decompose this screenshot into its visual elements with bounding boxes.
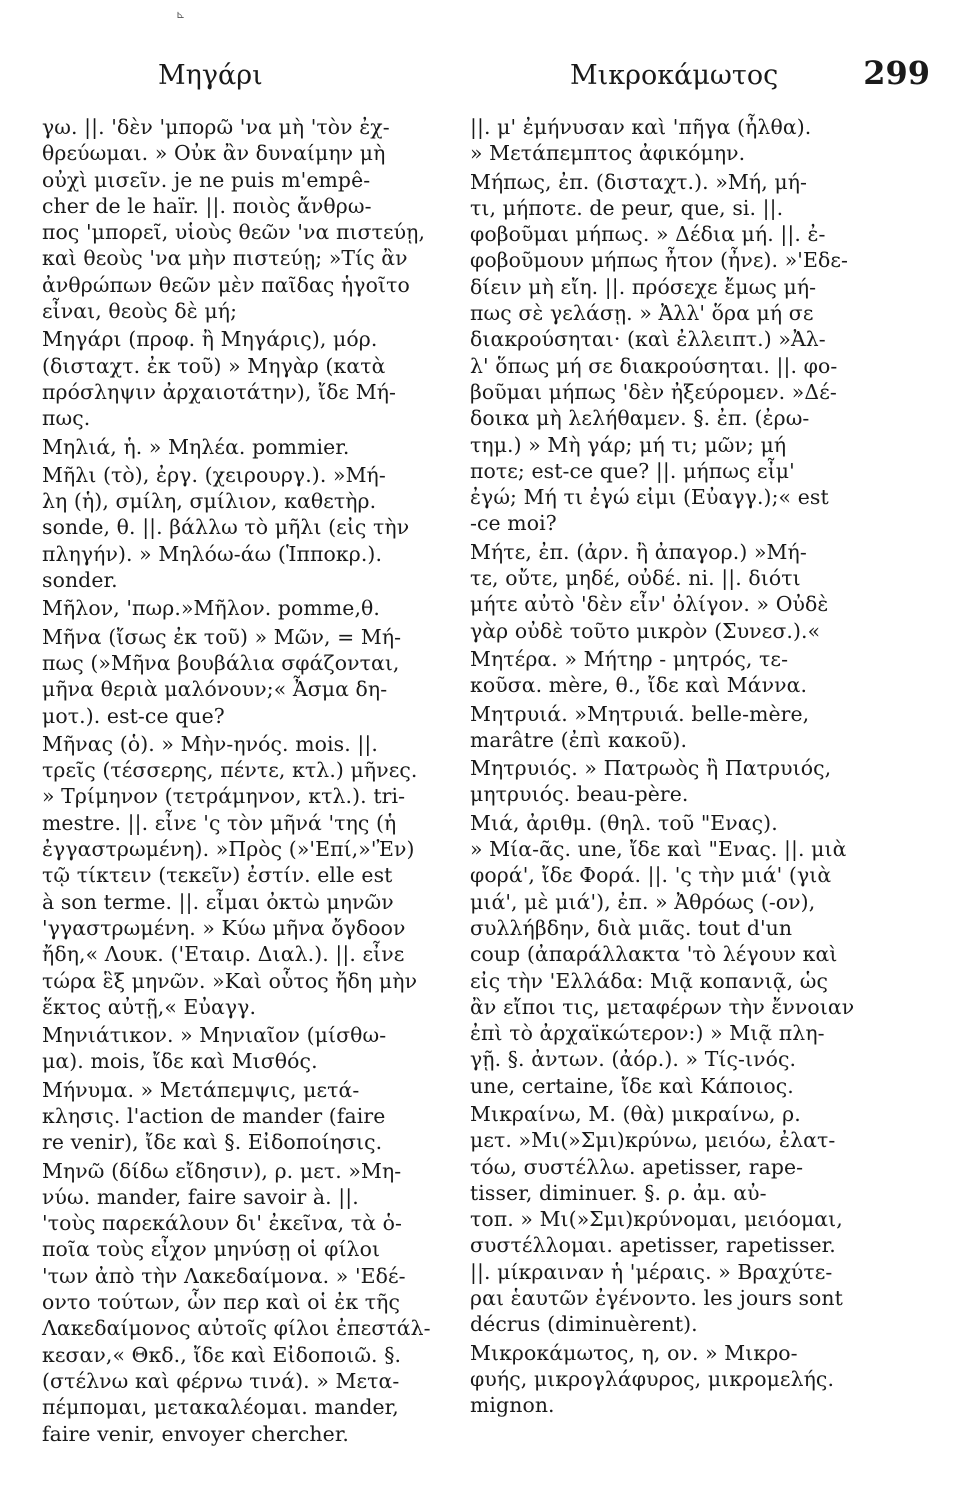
dictionary-entry: Μῆλον, 'πωρ.»Μῆλον. pomme,θ. bbox=[42, 596, 380, 621]
dictionary-entry: Μιά, ἀριθμ. (θηλ. τοῦ "Ενας). » Μία-ᾶς. une, ἴδε καὶ "Ενας. ||. μιὰ φορά', ἴδε Φορά. ||. 'ς τὴν μιά' (γιὰ μιά', μὲ μιά'), ἐπ. » Ἀθρόως (-ον), συλλήβδην, διὰ μιᾶς. tout d'un coup (ἀπαράλλακτα 'τὸ λέγουν καὶ εἰς τὴν 'Ελλάδα: Μιᾷ κοπανιᾷ, ὡς ἂν εἴποι τις, μεταφέρων τὴν ἔννοιαν ἐπὶ τὸ ἀρχαϊκώτερον:) » Μιᾷ πλη- γῇ. §. ἀντων. (ἀόρ.). » Τίς-ινός. une, certaine, ἴδε καὶ Κάποιος. bbox=[470, 810, 855, 1098]
dictionary-entry: Μήνυμα. » Μετάπεμψις, μετά- κλησις. l'action de mander (faire re venir), ἴδε καὶ §. Εἰδοποίησις. bbox=[42, 1077, 386, 1155]
dictionary-entry: Μῆνας (ὁ). » Μὴν-ηνός. mois. ||. τρεῖς (τέσσερης, πέντε, κτλ.) μῆνες. » Τρίμηνον (τετράμηνον, κτλ.). tri- mestre. ||. εἶνε 'ς τὸν μῆνά 'της (ἡ ἐγγαστρωμένη). »Πρὸς (»'Επί,»'Ἐν) τῷ τίκτειν (τεκεῖν) ἐστίν. elle est à son terme. ||. εἶμαι ὀκτὼ μηνῶν 'γγαστρωμένη. » Κύω μῆνα ὄγδοον ἤδη,« Λουκ. ('Εταιρ. Διαλ.). ||. εἶνε τώρα ἓξ μηνῶν. »Καὶ οὗτος ἤδη μὴν ἕκτος αὐτῇ,« Εὐαγγ. bbox=[42, 731, 418, 1019]
dictionary-entry: γω. ||. 'δὲν 'μπορῶ 'να μὴ 'τὸν ἐχ- θρεύωμαι. » Οὐκ ἂν δυναίμην μὴ οὐχὶ μισεῖν. je ne puis m'empê- cher de le haïr. ||. ποιὸς ἄνθρω- πος 'μπορεῖ, υἱοὺς θεῶν 'να πιστεύῃ, καὶ θεοὺς 'να μὴν πιστεύῃ; »Τίς ἂν ἀνθρώπων θεῶν μὲν παῖδας ἡγοῖτο εἶναι, θεοὺς δὲ μή; bbox=[42, 115, 426, 324]
header-first-word: Μηγάρι bbox=[158, 60, 263, 91]
dictionary-entry: Μηγάρι (προφ. ἢ Μηγάρις), μόρ. (δισταχτ. ἐκ τοῦ) » Μηγὰρ (κατὰ πρόσληψιν ἀρχαιοτάτην), ἴδε Μή- πως. bbox=[42, 327, 397, 431]
dictionary-entry: Μῆλι (τὸ), ἐργ. (χειρουργ.). »Μή- λη (ἡ), σμίλη, σμίλιον, καθετὴρ. sonde, θ. ||. βάλλω τὸ μῆλι (εἰς τὴν πληγήν). » Μηλόω-άω (Ἱπποκρ.). sonder. bbox=[42, 462, 410, 593]
dictionary-entry: Μηλιά, ἡ. » Μηλέα. pommier. bbox=[42, 434, 350, 459]
dictionary-entry: ||. μ' ἐμήνυσαν καὶ 'πῆγα (ἦλθα). » Μετάπεμπτος ἀφικόμην. bbox=[470, 115, 812, 166]
left-column bbox=[42, 114, 452, 1449]
dictionary-entry: Μητέρα. » Μήτηρ - μητρός, τε- κοῦσα. mère, θ., ἴδε καὶ Μάννα. bbox=[470, 646, 808, 698]
dictionary-entry: Μητρυιός. » Πατρωὸς ἢ Πατρυιός, μητρυιός. beau-père. bbox=[470, 756, 832, 807]
dictionary-entry: Μητρυιά. »Μητρυιά. belle-mère, marâtre (ἐπὶ κακοῦ). bbox=[470, 701, 810, 752]
dictionary-entry: Μηνιάτικον. » Μηνιαῖον (μίσθω- μα). mois, ἴδε καὶ Μισθός. bbox=[42, 1023, 387, 1074]
print-mark: ⊾ bbox=[176, 8, 186, 21]
dictionary-entry: Μηνῶ (δίδω εἴδησιν), ρ. μετ. »Μη- νύω. mander, faire savoir à. ||. 'τοὺς παρεκάλουν δι' ἐκεῖνα, τὰ ὁ- ποῖα τοὺς εἶχον μηνύσῃ οἱ φίλοι 'των ἀπὸ τὴν Λακεδαίμονα. » 'Εδέ- οντο τούτων, ὧν περ καὶ οἱ ἐκ τῆς Λακεδαίμονος αὐτοῖς φίλοι ἐπεστάλ- κεσαν,« Θκδ., ἴδε καὶ Εἰδοποιῶ. §. (στέλνω καὶ φέρνω τινά). » Μετα- πέμπομαι, μετακαλέομαι. mander, faire venir, envoyer chercher. bbox=[42, 1158, 431, 1446]
page-number: 299 bbox=[863, 54, 930, 92]
dictionary-entry: Μῆνα (ἴσως ἐκ τοῦ) » Μῶν, = Μή- πως (»Μῆνα βουβάλια σφάζονται, μῆνα θεριὰ μαλόνουν;« Ἆσμα δη- μοτ.). est-ce que? bbox=[42, 624, 402, 728]
dictionary-entry: Μήπως, ἐπ. (δισταχτ.). »Μή, μή- τι, μήποτε. de peur, que, si. ||. φοβοῦμαι μήπως. » Δέδια μή. ||. ἐ- φοβοῦμουν μήπως ἦτον (ἦνε). »'Εδε- δίειν μὴ εἴη. ||. πρόσεχε ἔμως μή- πως σὲ γελάσῃ. » Ἀλλ' ὅρα μή σε διακρούσηται· (καὶ ἐλλειπτ.) »Ἀλ- λ' ὅπως μή σε διακρούσηται. ||. φο- βοῦμαι μήπως 'δὲν ἠξεύρομεν. »Δέ- δοικα μὴ λελήθαμεν. §. ἐπ. (ἐρω- τημ.) » Μὴ γάρ; μή τι; μῶν; μή ποτε; est-ce que? ||. μήπως εἶμ' ἐγώ; Μή τι ἐγώ εἰμι (Εὐαγγ.);« est -ce moi? bbox=[470, 169, 849, 536]
dictionary-entry: Μήτε, ἐπ. (ἀρν. ἢ ἀπαγορ.) »Μή- τε, οὔτε, μηδέ, οὐδέ. ni. ||. διότι μήτε αὐτὸ 'δὲν εἶν' ὀλίγον. » Οὐδὲ γὰρ οὐδὲ τοῦτο μικρὸν (Συνεσ.).« bbox=[470, 539, 829, 643]
dictionary-entry: Μικροκάμωτος, η, ον. » Μικρο- φυής, μικρογλάφυρος, μικρομελής. mignon. bbox=[470, 1340, 835, 1418]
right-column bbox=[470, 114, 890, 1421]
dictionary-entry: Μικραίνω, Μ. (θὰ) μικραίνω, ρ. μετ. »Μι(»Σμι)κρύνω, μειόω, ἐλατ- τόω, συστέλλω. apetisser, rape- tisser, diminuer. §. ρ. ἀμ. αὐ- τοπ. » Μι(»Σμι)κρύνομαι, μειόομαι, συστέλλομαι. apetisser, rapetisser. ||. μίκραιναν ἡ 'μέραις. » Βραχύτε- ραι ἑαυτῶν ἐγένοντο. les jours sont décrus (diminuèrent). bbox=[470, 1101, 843, 1337]
header-last-word: Μικροκάμωτος bbox=[570, 60, 779, 91]
running-head bbox=[40, 54, 930, 104]
